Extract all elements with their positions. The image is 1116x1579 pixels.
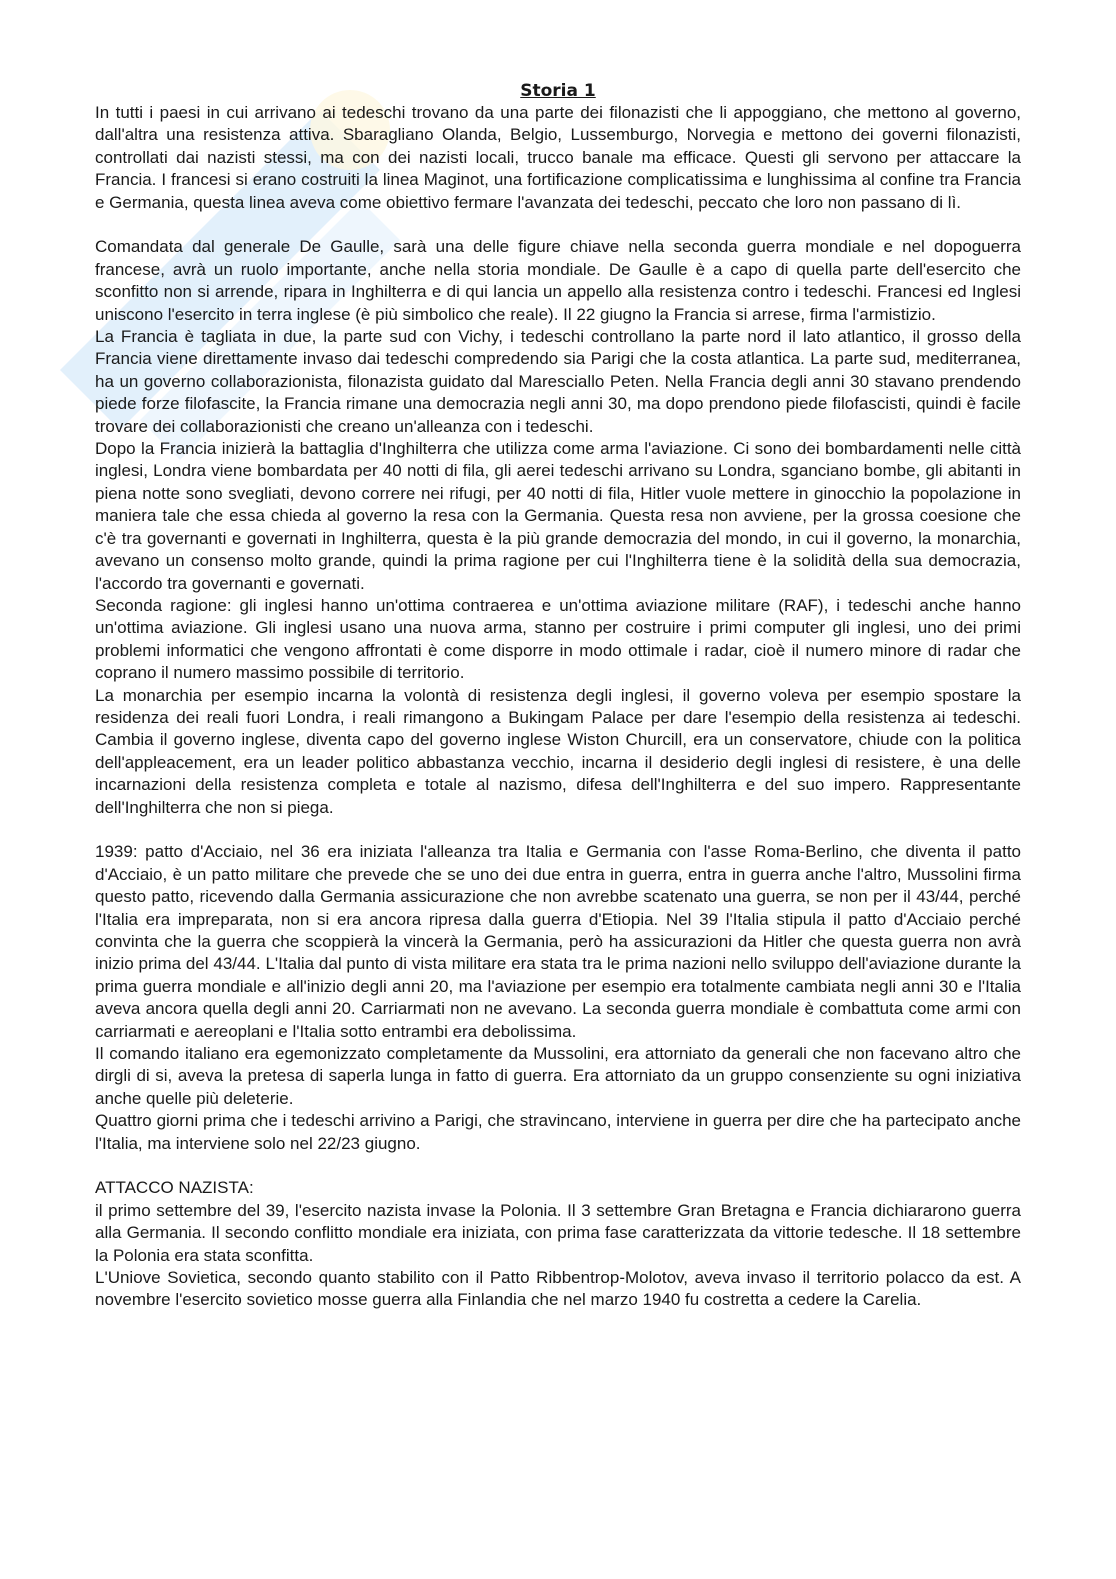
document-page [95, 80, 1021, 1312]
paragraph: Seconda ragione: gli inglesi hanno un'ottima contraerea e un'ottima aviazione militare (RAF), i tedeschi anche hanno un'ottima aviazione. Gli inglesi usano una nuova arma, stanno per costruire i primi computer gli inglesi, uno dei primi problemi informatici che vengono affrontati è come disporre in modo ottimale i radar, cioè il numero minore di radar che coprano il numero massimo possibile di territorio. [95, 595, 1021, 683]
paragraph: il primo settembre del 39, l'esercito nazista invase la Polonia. Il 3 settembre Gran Bretagna e Francia dichiararono guerra alla Germania. Il secondo conflitto mondiale era iniziata, con prima fase caratterizzata da vittorie tedesche. Il 18 settembre la Polonia era stata sconfitta. [95, 1200, 1021, 1265]
paragraph: In tutti i paesi in cui arrivano ai tedeschi trovano da una parte dei filonazisti che li appoggiano, che mettono al governo, dall'altra una resistenza attiva. Sbaragliano Olanda, Belgio, Lussemburgo, Norvegia e mettono dei governi filonazisti, controllati dai nazisti stessi, ma con dei nazisti locali, trucco banale ma efficace. Questi gli servono per attaccare la Francia. I francesi si erano costruiti la linea Maginot, una fortificazione complicatissima e lunghissima al confine tra Francia e Germania, questa linea aveva come obiettivo fermare l'avanzata dei tedeschi, peccato che loro non passano di lì. [95, 103, 1021, 212]
paragraph: Dopo la Francia inizierà la battaglia d'Inghilterra che utilizza come arma l'aviazione. Ci sono dei bombardamenti nelle città inglesi, Londra viene bombardata per 40 notti di fila, gli aerei tedeschi arrivano su Londra, sganciano bombe, gli abitanti in piena notte sono svegliati, devono correre nei rifugi, per 40 notti di fila, Hitler vuole mettere in ginocchio la popolazione in maniera tale che essa chieda al governo la resa con la Germania. Questa resa non avviene, per la grossa coesione che c'è tra governanti e governati in Inghilterra, questa è la più grande democrazia del mondo, in cui il governo, la monarchia, avevano un consenso molto grande, quindi la prima ragione per cui l'Inghilterra tiene è la solidità della sua democrazia, l'accordo tra governanti e governati. [95, 439, 1021, 593]
paragraph: La Francia è tagliata in due, la parte sud con Vichy, i tedeschi controllano la parte nord il lato atlantico, il grosso della Francia viene direttamente invaso dai tedeschi compredendo sia Parigi che la costa atlantica. La parte sud, mediterranea, ha un governo collaborazionista, filonazista guidato dal Maresciallo Peten. Nella Francia degli anni 30 stavano prendendo piede forze filofascite, la Francia rimane una democrazia negli anni 30, ma dopo prendono piede filofascisti, quindi è facile trovare dei collaborazionisti che creano un'alleanza con i tedeschi. [95, 327, 1021, 436]
document-body [95, 102, 1021, 1312]
paragraph-gap [95, 214, 1021, 236]
paragraph: La monarchia per esempio incarna la volontà di resistenza degli inglesi, il governo voleva per esempio spostare la residenza dei reali fuori Londra, i reali rimangono a Bukingam Palace per dare l'esempio della resistenza ai tedeschi. Cambia il governo inglese, diventa capo del governo inglese Wiston Churcill, era un conservatore, chiude con la politica dell'appleacement, era un leader politico abbastanza vecchio, incarna il desiderio degli inglesi di resistere, è una delle incarnazioni della resistenza completa e totale al nazismo, difesa dell'Inghilterra e del suo impero. Rappresentante dell'Inghilterra che non si piega. [95, 685, 1021, 817]
paragraph: Il comando italiano era egemonizzato completamente da Mussolini, era attorniato da generali che non facevano altro che dirgli di si, aveva la pretesa di saperla lunga in fatto di guerra. Era attorniato da un gruppo consenziente su ogni iniziativa anche quelle più deleterie. [95, 1044, 1021, 1108]
paragraph: Comandata dal generale De Gaulle, sarà una delle figure chiave nella seconda guerra mondiale e nel dopoguerra francese, avrà un ruolo importante, anche nella storia mondiale. De Gaulle è a capo di quella parte dell'esercito che sconfitto non si arrende, ripara in Inghilterra e di qui lancia un appello alla resistenza contro i tedeschi. Francesi ed Inglesi uniscono l'esercito in terra inglese (è più simbolico che reale). Il 22 giugno la Francia si arrese, firma l'armistizio. [95, 237, 1021, 324]
paragraph: Quattro giorni prima che i tedeschi arrivino a Parigi, che stravincano, interviene in guerra per dire che ha partecipato anche l'Italia, ma interviene solo nel 22/23 giugno. [95, 1111, 1021, 1153]
paragraph-gap [95, 819, 1021, 841]
paragraph-gap [95, 1155, 1021, 1177]
paragraph: L'Uniove Sovietica, secondo quanto stabilito con il Patto Ribbentrop-Molotov, aveva invaso il territorio polacco da est. A novembre l'esercito sovietico mosse guerra alla Finlandia che nel marzo 1940 fu costretta a cedere la Carelia. [95, 1268, 1021, 1310]
paragraph: ATTACCO NAZISTA: [95, 1178, 254, 1198]
document-title: Storia 1 [520, 81, 596, 101]
paragraph: 1939: patto d'Acciaio, nel 36 era iniziata l'alleanza tra Italia e Germania con l'asse Roma-Berlino, che diventa il patto d'Acciaio, è un patto militare che prevede che se uno dei due entra in guerra, entra in guerra anche l'altro, Mussolini firma questo patto, ricevendo dalla Germania assicurazione che non avrebbe scatenato una guerra, se non per il 43/44, perché l'Italia era impreparata, non si era ancora ripresa dalla guerra d'Etiopia. Nel 39 l'Italia stipula il patto d'Acciaio perché convinta che la guerra che scoppierà la vincerà la Germania, però ha assicurazioni da Hitler che questa guerra non avrà inizio prima del 43/44. L'Italia dal punto di vista militare era stata tra le prima nazioni nello sviluppo dell'aviazione durante la prima guerra mondiale e all'inizio degli anni 20, ma l'aviazione per esempio era totalmente cambiata negli anni 30 e l'Italia aveva ancora quella degli anni 20. Carriarmati non ne avevano. La seconda guerra mondiale è combattuta come armi con carriarmati e aereoplani e l'Italia sotto entrambi era debolissima. [95, 842, 1021, 1041]
